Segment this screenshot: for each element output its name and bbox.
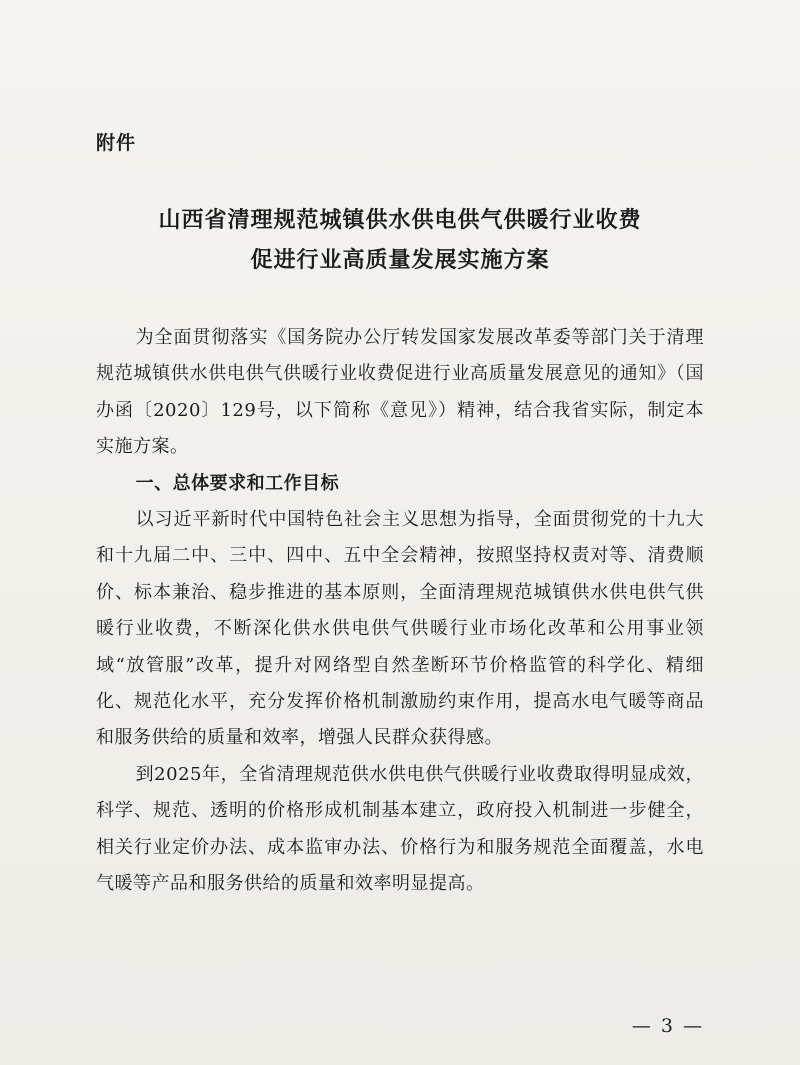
document-body	[96, 320, 704, 903]
body-paragraph: 到2025年，全省清理规范供水供电供气供暖行业收费取得明显成效，科学、规范、透明的价格形成机制基本建立，政府投入机制进一步健全，相关行业定价办法、成本监审办法、价格行为和服务规范全面覆盖，水电气暖等产品和服务供给的质量和效率明显提高。	[96, 763, 704, 895]
document-title-line-2: 促进行业高质量发展实施方案	[250, 248, 550, 273]
attachment-label: 附件	[96, 132, 137, 154]
section-heading: 一、总体要求和工作目标	[135, 472, 340, 494]
intro-paragraph: 为全面贯彻落实《国务院办公厅转发国家发展改革委等部门关于清理规范城镇供水供电供气供暖行业收费促进行业高质量发展意见的通知》（国办函〔2020〕129号，以下简称《意见》）精神，结合我省实际，制定本实施方案。	[96, 327, 704, 458]
body-paragraph: 以习近平新时代中国特色社会主义思想为指导，全面贯彻党的十九大和十九届二中、三中、四中、五中全会精神，按照坚持权责对等、清费顺价、标本兼治、稳步推进的基本原则，全面清理规范城镇供水供电供气供暖行业收费，不断深化供水供电供气供暖行业市场化改革和公用事业领域“放管服”改革，提升对网络型自然垄断环节价格监管的科学化、精细化、规范化水平，充分发挥价格机制激励约束作用，提高水电气暖等商品和服务供给的质量和效率，增强人民群众获得感。	[96, 509, 704, 749]
document-title-line-1: 山西省清理规范城镇供水供电供气供暖行业收费	[158, 208, 642, 233]
page-number: — 3 —	[631, 1015, 704, 1037]
